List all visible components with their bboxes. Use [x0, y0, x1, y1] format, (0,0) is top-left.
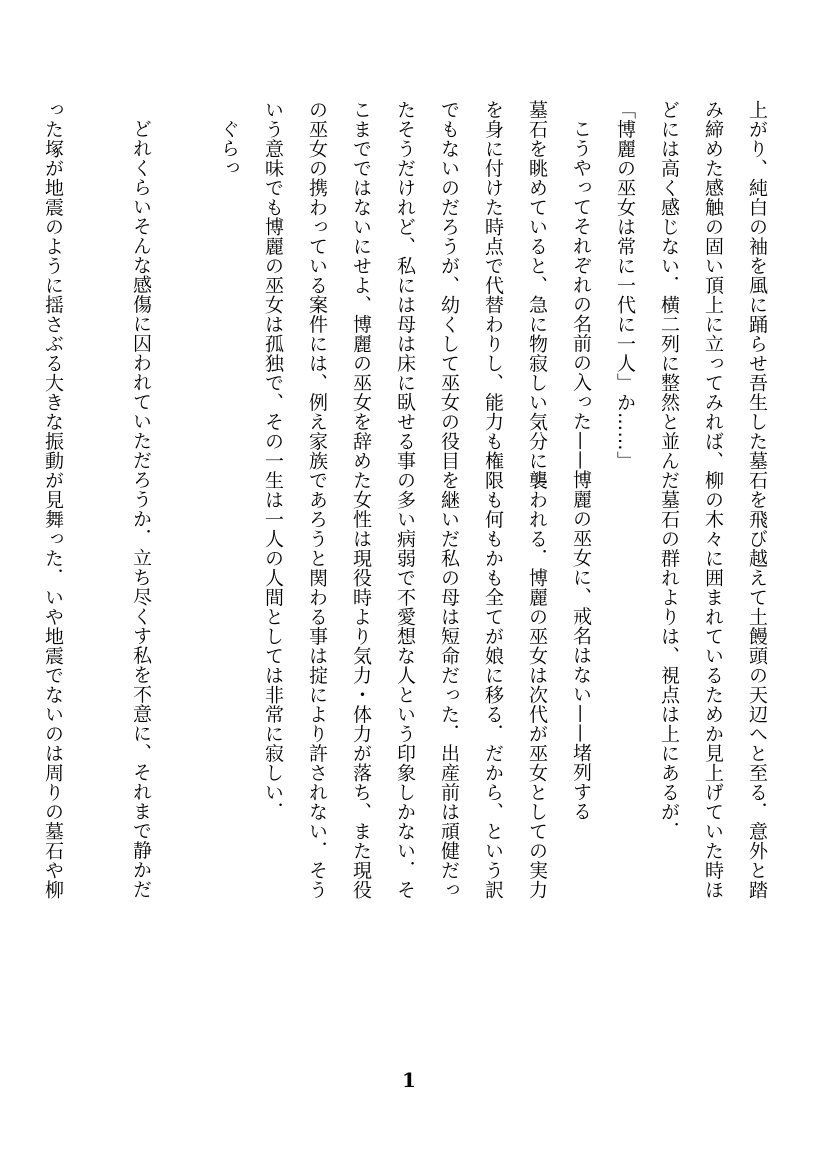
text-column-1: 上がり、純白の袖を風に踊らせ吾生した墓石を飛び越えて土饅頭の天辺へと至る．意外と踏 [746, 100, 768, 900]
text-column-5: こうやってそれぞれの名前の入った——博麗の巫女に、戒名はない——堵列する [570, 119, 592, 821]
text-column-4: 「博麗の巫女は常に一代に一人」か……」 [614, 100, 636, 471]
text-column-15: った塚が地震のように揺さぶる大きな振動が見舞った．いや地震でないのは周りの墓石や柳 [42, 100, 64, 900]
vertical-text-body [31, 100, 779, 1100]
text-column-11: の巫女の携わっている案件には、例え家族であろうと関わる事は掟により許されない．そう [306, 100, 328, 900]
text-column-10: こまでではないにせよ、博麗の巫女を辞めた女性は現役時より気力・体力が落ち、また現役 [350, 100, 372, 900]
text-column-3: どには高く感じない．横二列に整然と並んだ墓石の群れよりは、視点は上にあるが． [658, 100, 680, 841]
text-column-13: ぐらっ [218, 119, 240, 178]
text-column-6: 墓石を眺めていると、急に物寂しい気分に襲われる．博麗の巫女は次代が巫女としての実力 [526, 100, 548, 900]
text-column-7: を身に付けた時点で代替わりし、能力も権限も何もかも全てが娘に移る．だから、という訳 [482, 100, 504, 900]
text-column-8: でもないのだろうが、幼くして巫女の役目を継いだ私の母は短命だった．出産前は頑健だっ [438, 100, 460, 900]
text-column-14: どれくらいそんな感傷に囚われていただろうか．立ち尽くす私を不意に、それまで静かだ [130, 119, 152, 899]
text-column-2: み締めた感触の固い頂上に立ってみれば、柳の木々に囲まれているためか見上げていた時ほ [702, 100, 724, 900]
text-column-9: たそうだけれど、私には母は床に臥せる事の多い病弱で不愛想な人という印象しかない．そ [394, 100, 416, 900]
page-number: 1 [402, 1068, 416, 1092]
text-column-12: いう意味でも博麗の巫女は孤独で、その一生は一人の人間としては非常に寂しい． [262, 100, 284, 822]
